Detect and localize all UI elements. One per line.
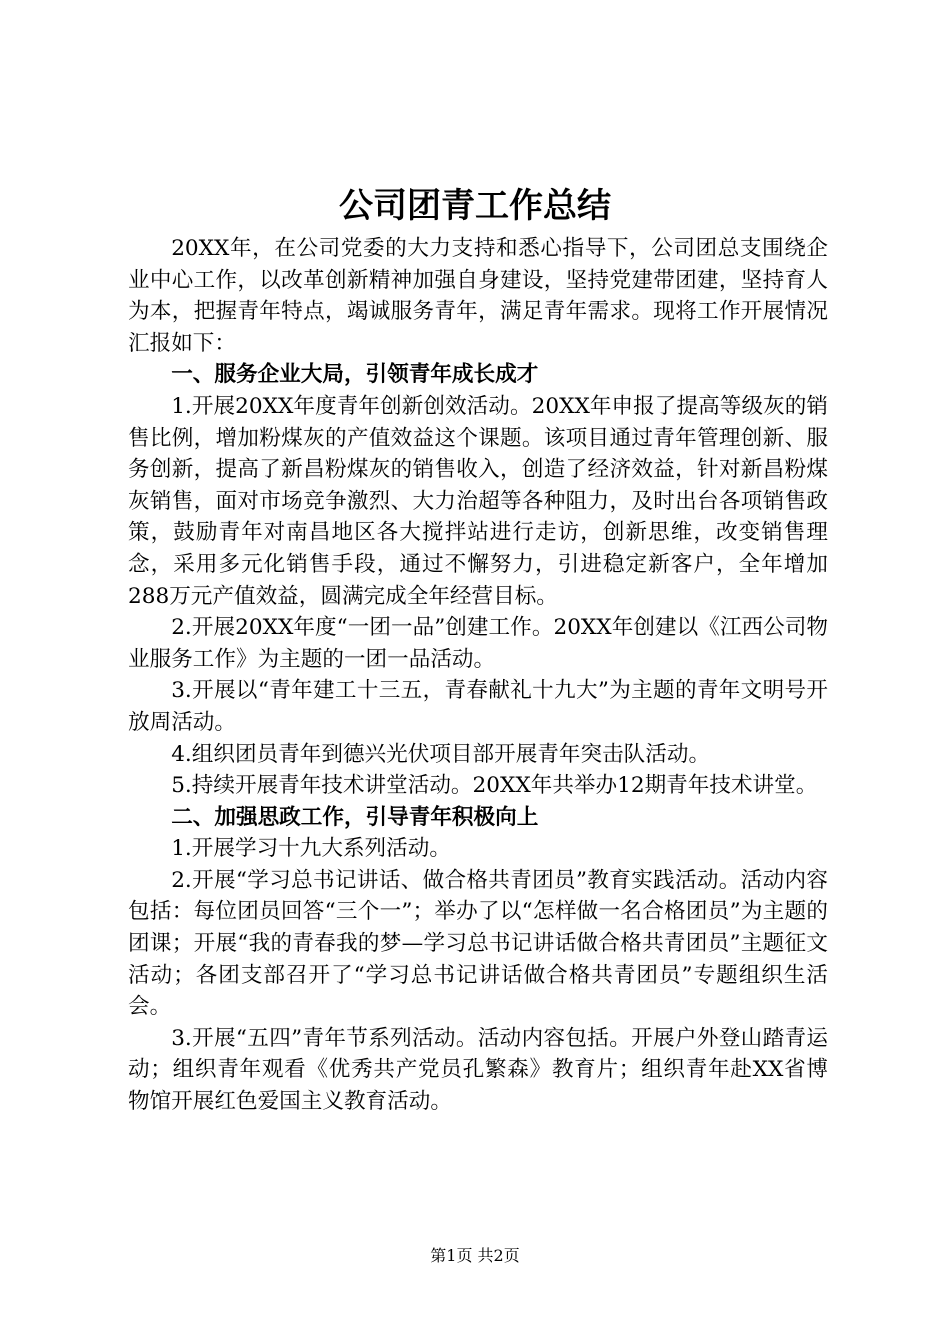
paragraph: 3.开展“五四”青年节系列活动。活动内容包括。开展户外登山踏青运动；组织青年观看《优秀共产党员孔繁森》教育片；组织青年赴XX省博物馆开展红色爱国主义教育活动。 bbox=[128, 1025, 828, 1115]
paragraph: 5.持续开展青年技术讲堂活动。20XX年共举办12期青年技术讲堂。 bbox=[171, 773, 818, 799]
paragraph: 1.开展学习十九大系列活动。 bbox=[171, 836, 451, 862]
paragraph: 3.开展以“青年建工十三五，青春献礼十九大”为主题的青年文明号开放周活动。 bbox=[128, 678, 828, 735]
paragraph: 2.开展“学习总书记讲话、做合格共青团员”教育实践活动。活动内容包括：每位团员回答“三个一”；举办了以“怎样做一名合格团员”为主题的团课；开展“我的青春我的梦—学习总书记讲话做合格共青团员”主题征文活动；各团支部召开了“学习总书记讲话做合格共青团员”专题组织生活会。 bbox=[128, 867, 828, 1020]
paragraph: 2.开展20XX年度“一团一品”创建工作。20XX年创建以《江西公司物业服务工作》为主题的一团一品活动。 bbox=[128, 615, 828, 672]
page-footer: 第1页 共2页 bbox=[430, 1246, 520, 1265]
paragraph: 1.开展20XX年度青年创新创效活动。20XX年申报了提高等级灰的销售比例，增加粉煤灰的产值效益这个课题。该项目通过青年管理创新、服务创新，提高了新昌粉煤灰的销售收入，创造了经济效益，针对新昌粉煤灰销售，面对市场竞争激烈、大力治超等各种阻力，及时出台各项销售政策，鼓励青年对南昌地区各大搅拌站进行走访，创新思维，改变销售理念，采用多元化销售手段，通过不懈努力，引进稳定新客户，全年增加288万元产值效益，圆满完成全年经营目标。 bbox=[128, 393, 828, 609]
section-heading-2: 二、加强思政工作，引导青年积极向上 bbox=[171, 804, 539, 830]
document-body bbox=[128, 233, 828, 1118]
section-heading-1: 一、服务企业大局，引领青年成长成才 bbox=[171, 362, 539, 388]
intro-paragraph: 20XX年，在公司党委的大力支持和悉心指导下，公司团总支围绕企业中心工作，以改革创新精神加强自身建设，坚持党建带团建，坚持育人为本，把握青年特点，竭诚服务青年，满足青年需求。现将工作开展情况汇报如下： bbox=[128, 236, 828, 356]
paragraph: 4.组织团员青年到德兴光伏项目部开展青年突击队活动。 bbox=[171, 741, 711, 767]
document-title: 公司团青工作总结 bbox=[339, 186, 611, 226]
